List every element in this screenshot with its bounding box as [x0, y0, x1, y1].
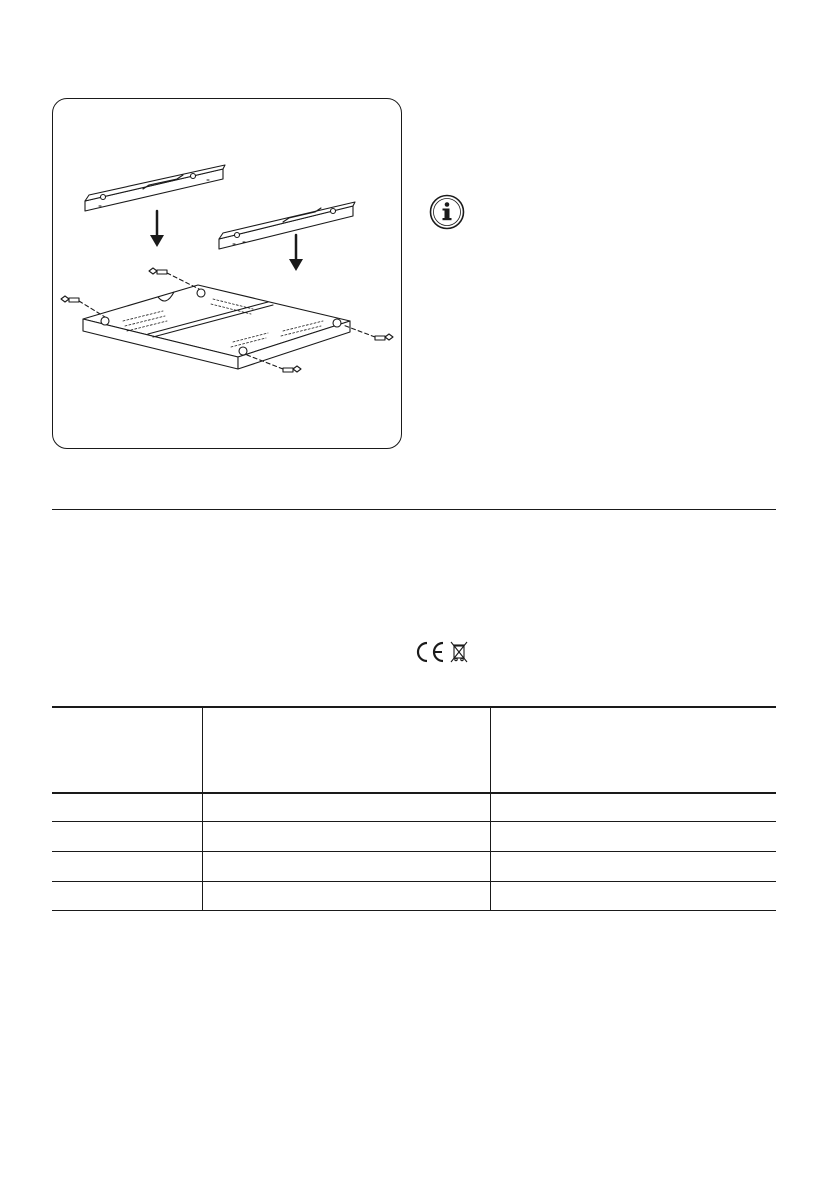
table-cell	[52, 882, 202, 894]
table-row	[52, 852, 776, 882]
left-down-arrow	[150, 211, 164, 247]
screw	[375, 334, 393, 340]
table-cell	[490, 852, 776, 864]
screw	[61, 296, 79, 302]
table-cell	[52, 852, 202, 864]
column-divider	[490, 706, 491, 911]
crossed-out-wheeled-bin-icon	[451, 642, 467, 662]
compliance-marks	[413, 640, 471, 664]
base-tray	[83, 285, 350, 369]
table-cell	[202, 882, 490, 894]
header-cell	[52, 708, 202, 720]
mounting-assembly-illustration	[53, 99, 403, 450]
table-cell	[490, 882, 776, 894]
screw	[149, 268, 167, 274]
figure-panel	[52, 98, 402, 449]
left-bracket	[85, 165, 225, 211]
table-row	[52, 792, 776, 822]
right-down-arrow	[289, 235, 303, 271]
header-cell	[202, 708, 490, 720]
table-row	[52, 822, 776, 852]
section-divider	[52, 509, 776, 510]
column-divider	[202, 706, 203, 911]
table-cell	[52, 822, 202, 834]
table-cell	[202, 792, 490, 804]
table-cell	[202, 822, 490, 834]
table-cell	[202, 852, 490, 864]
info-icon	[429, 194, 465, 230]
table-header-row	[52, 706, 776, 794]
right-bracket	[219, 202, 355, 249]
screw	[283, 366, 301, 372]
table-row	[52, 882, 776, 911]
ce-mark	[413, 640, 471, 664]
table-cell	[490, 792, 776, 804]
table-cell	[52, 792, 202, 804]
table-cell	[490, 822, 776, 834]
header-cell	[490, 708, 776, 720]
